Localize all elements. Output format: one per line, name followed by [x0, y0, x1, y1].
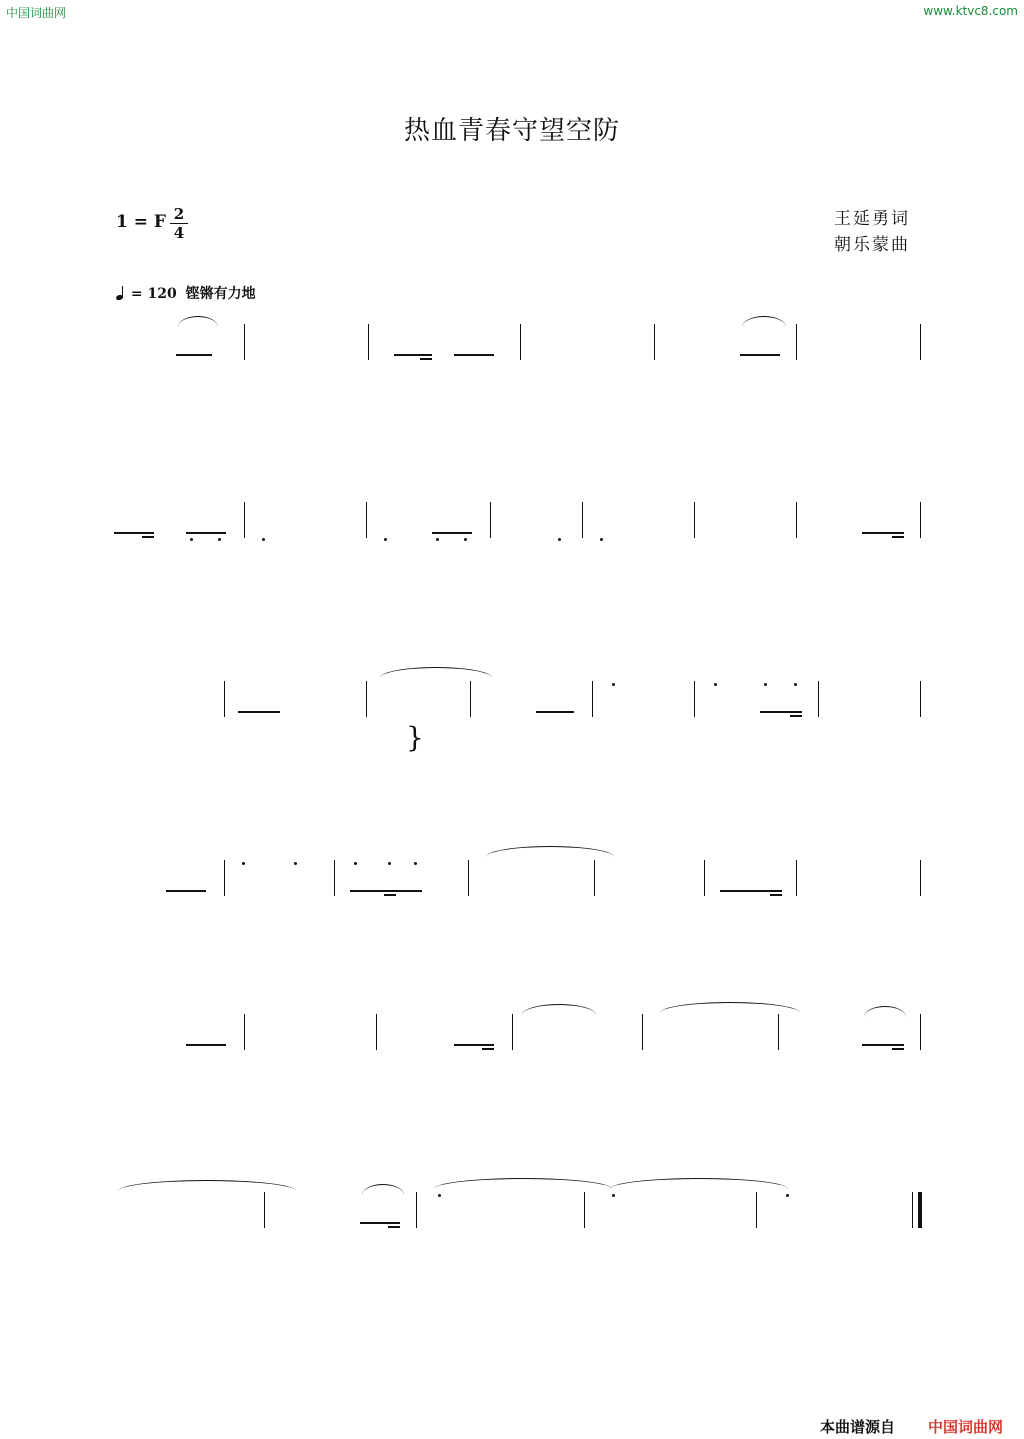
barline — [704, 860, 705, 896]
note-underline — [420, 358, 432, 360]
note-underline — [482, 1048, 494, 1050]
barline — [694, 502, 695, 538]
time-signature-bottom: 4 — [173, 224, 185, 242]
slur-tie — [660, 1002, 800, 1013]
note-underline — [892, 536, 904, 538]
tempo-bpm: = 120 — [130, 286, 177, 302]
note-underline — [862, 532, 904, 534]
note-underline — [238, 711, 280, 713]
note-underline — [360, 1222, 400, 1224]
octave-dot-high — [612, 683, 615, 686]
barline — [920, 681, 921, 717]
octave-dot-low — [262, 538, 265, 541]
composer-credit: 朝乐蒙曲 — [834, 235, 910, 255]
barline — [264, 1192, 265, 1228]
barline — [584, 1192, 585, 1228]
time-signature — [170, 206, 188, 241]
octave-dot-high — [354, 862, 357, 865]
barline — [366, 681, 367, 717]
barline — [512, 1014, 513, 1050]
barline — [756, 1192, 757, 1228]
barline — [920, 324, 921, 360]
octave-dot-low — [600, 538, 603, 541]
time-signature-top: 2 — [173, 205, 185, 223]
note-underline — [892, 1048, 904, 1050]
slur-tie — [362, 1184, 404, 1195]
footer-site-logo: 中国词曲网 — [928, 1418, 1004, 1436]
quarter-note-icon — [116, 286, 126, 300]
note-underline — [114, 532, 154, 534]
slur-tie — [864, 1006, 906, 1017]
octave-dot-high — [294, 862, 297, 865]
note-underline — [790, 715, 802, 717]
watermark-left: 中国词曲网 — [6, 6, 67, 20]
barline — [778, 1014, 779, 1050]
octave-dot-high — [242, 862, 245, 865]
barline — [520, 324, 521, 360]
octave-dot-low — [190, 538, 193, 541]
octave-dot-high — [388, 862, 391, 865]
barline — [582, 502, 583, 538]
watermark-right: www.ktvc8.com — [923, 4, 1018, 18]
barline — [594, 860, 595, 896]
octave-dot-high — [414, 862, 417, 865]
barline — [796, 860, 797, 896]
slur-tie — [118, 1180, 296, 1191]
note-underline — [760, 711, 802, 713]
octave-dot-low — [218, 538, 221, 541]
note-underline — [388, 1226, 400, 1228]
note-underline — [720, 890, 782, 892]
octave-dot-high — [714, 683, 717, 686]
note-underline — [454, 354, 494, 356]
octave-dot-low — [558, 538, 561, 541]
octave-dot-high — [786, 1194, 789, 1197]
barline — [592, 681, 593, 717]
note-underline — [432, 532, 472, 534]
octave-dot-high — [438, 1194, 441, 1197]
footer-source-label: 本曲谱源自 — [820, 1418, 896, 1436]
final-barline — [918, 1192, 922, 1228]
note-underline — [770, 894, 782, 896]
barline — [796, 324, 797, 360]
barline — [642, 1014, 643, 1050]
barline — [920, 1014, 921, 1050]
note-underline — [176, 354, 212, 356]
tempo-expression: 铿锵有力地 — [185, 286, 256, 302]
note-underline — [350, 890, 422, 892]
slur-tie — [178, 316, 218, 327]
barline — [244, 324, 245, 360]
octave-dot-low — [464, 538, 467, 541]
barline — [796, 502, 797, 538]
slur-tie — [610, 1178, 788, 1189]
octave-dot-high — [794, 683, 797, 686]
barline — [490, 502, 491, 538]
barline — [468, 860, 469, 896]
verse-brace: } — [406, 721, 424, 754]
slur-tie — [486, 846, 614, 857]
barline — [224, 860, 225, 896]
note-underline — [166, 890, 206, 892]
barline — [368, 324, 369, 360]
barline — [920, 502, 921, 538]
slur-tie — [380, 667, 492, 678]
slur-tie — [434, 1178, 612, 1189]
barline — [376, 1014, 377, 1050]
barline — [224, 681, 225, 717]
note-underline — [454, 1044, 494, 1046]
tempo-marking — [116, 283, 256, 303]
barline — [912, 1192, 913, 1228]
barline — [244, 502, 245, 538]
note-underline — [186, 532, 226, 534]
barline — [818, 681, 819, 717]
barline — [334, 860, 335, 896]
slur-tie — [522, 1004, 596, 1015]
octave-dot-high — [612, 1194, 615, 1197]
barline — [416, 1192, 417, 1228]
barline — [654, 324, 655, 360]
octave-dot-low — [384, 538, 387, 541]
octave-dot-high — [764, 683, 767, 686]
barline — [366, 502, 367, 538]
barline — [244, 1014, 245, 1050]
note-underline — [536, 711, 574, 713]
note-underline — [384, 894, 396, 896]
page-title: 热血青春守望空防 — [403, 116, 620, 146]
barline — [470, 681, 471, 717]
note-underline — [394, 354, 432, 356]
barline — [920, 860, 921, 896]
lyricist-credit: 王延勇词 — [834, 209, 910, 229]
barline — [694, 681, 695, 717]
note-underline — [862, 1044, 904, 1046]
note-underline — [740, 354, 780, 356]
note-underline — [142, 536, 154, 538]
key-signature: 1 = F — [116, 212, 166, 232]
note-underline — [186, 1044, 226, 1046]
slur-tie — [742, 316, 786, 327]
octave-dot-low — [436, 538, 439, 541]
